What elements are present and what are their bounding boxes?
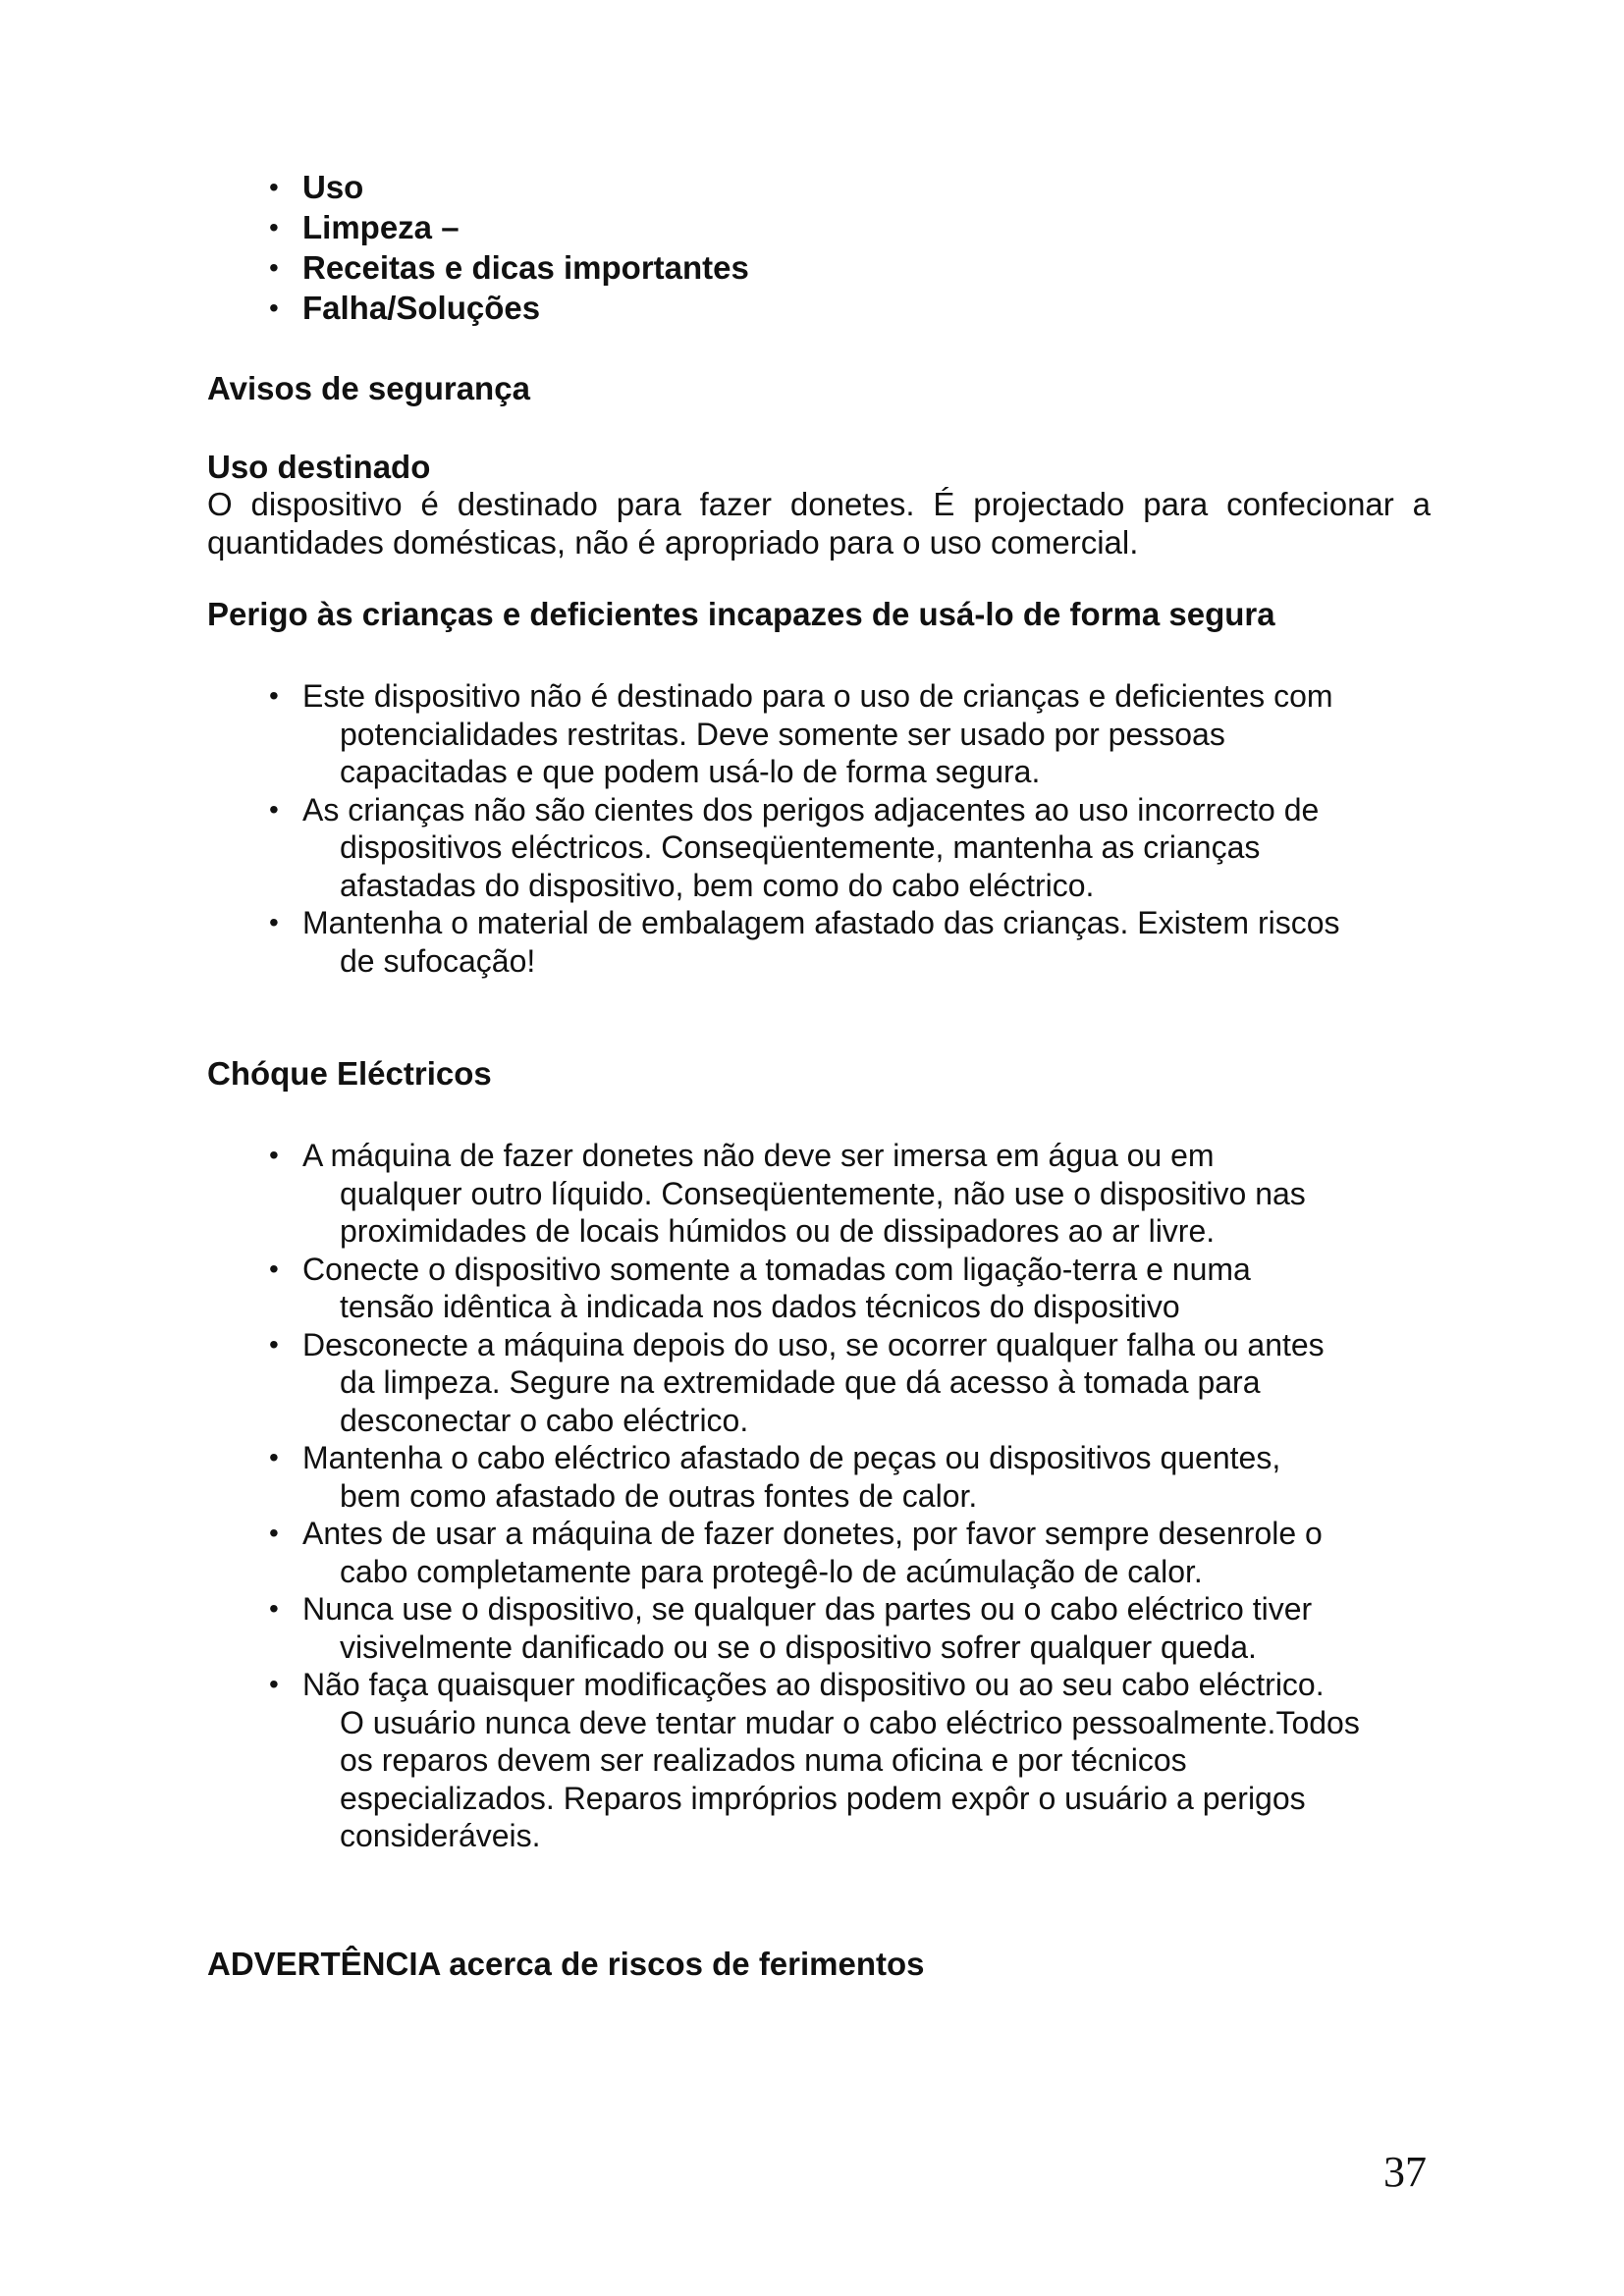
list-item: • Mantenha o material de embalagem afastado das crianças. Existem riscos de sufocação! (265, 904, 1443, 980)
contents-item: • Limpeza – (265, 207, 749, 247)
list-item: • As crianças não são cientes dos perigos adjacentes ao uso incorrecto de dispositivos eléctricos. Conseqüentemente, mantenha as crianças afastadas do dispositivo, bem como do cabo eléctrico. (265, 791, 1443, 905)
heading-intended-use: Uso destinado (207, 449, 431, 485)
contents-list (265, 167, 749, 328)
contents-item: • Uso (265, 167, 749, 207)
heading-injury-warning: ADVERTÊNCIA acerca de riscos de ferimentos (207, 1946, 925, 1982)
children-warnings-list (265, 677, 1443, 980)
list-item: • Este dispositivo não é destinado para o uso de crianças e deficientes com potencialidades restritas. Deve somente ser usado por pessoas capacitadas e que podem usá-lo de forma segura. (265, 677, 1443, 791)
contents-item: • Falha/Soluções (265, 288, 749, 328)
list-item: • Antes de usar a máquina de fazer donetes, por favor sempre desenrole o cabo completamente para protegê-lo de acúmulação de calor. (265, 1515, 1443, 1590)
heading-children-danger: Perigo às crianças e deficientes incapazes de usá-lo de forma segura (207, 596, 1275, 632)
electric-warnings-list (265, 1137, 1443, 1855)
contents-item: • Receitas e dicas importantes (265, 247, 749, 288)
list-item: • Conecte o dispositivo somente a tomadas com ligação-terra e numa tensão idêntica à indicada nos dados técnicos do dispositivo (265, 1251, 1443, 1326)
heading-electric-shock: Chóque Eléctricos (207, 1055, 492, 1092)
list-item: • Mantenha o cabo eléctrico afastado de peças ou dispositivos quentes, bem como afastado de outras fontes de calor. (265, 1439, 1443, 1515)
list-item: • A máquina de fazer donetes não deve ser imersa em água ou em qualquer outro líquido. Conseqüentemente, não use o dispositivo nas proximidades de locais húmidos ou de dissipadores ao ar livre. (265, 1137, 1443, 1251)
list-item: • Nunca use o dispositivo, se qualquer das partes ou o cabo eléctrico tiver visivelmente danificado ou se o dispositivo sofrer qualquer queda. (265, 1590, 1443, 1666)
intended-use-paragraph: O dispositivo é destinado para fazer donetes. É projectado para confecionar a quantidades domésticas, não é apropriado para o uso comercial. (207, 486, 1431, 561)
heading-safety-warnings: Avisos de segurança (207, 370, 530, 406)
page-number: 37 (1383, 2148, 1427, 2196)
list-item: • Não faça quaisquer modificações ao dispositivo ou ao seu cabo eléctrico. O usuário nunca deve tentar mudar o cabo eléctrico pessoalmente.Todos os reparos devem ser realizados numa oficina e por técnicos especializados. Reparos impróprios podem expôr o usuário a perigos consideráveis. (265, 1666, 1443, 1855)
list-item: • Desconecte a máquina depois do uso, se ocorrer qualquer falha ou antes da limpeza. Segure na extremidade que dá acesso à tomada para desconectar o cabo eléctrico. (265, 1326, 1443, 1440)
